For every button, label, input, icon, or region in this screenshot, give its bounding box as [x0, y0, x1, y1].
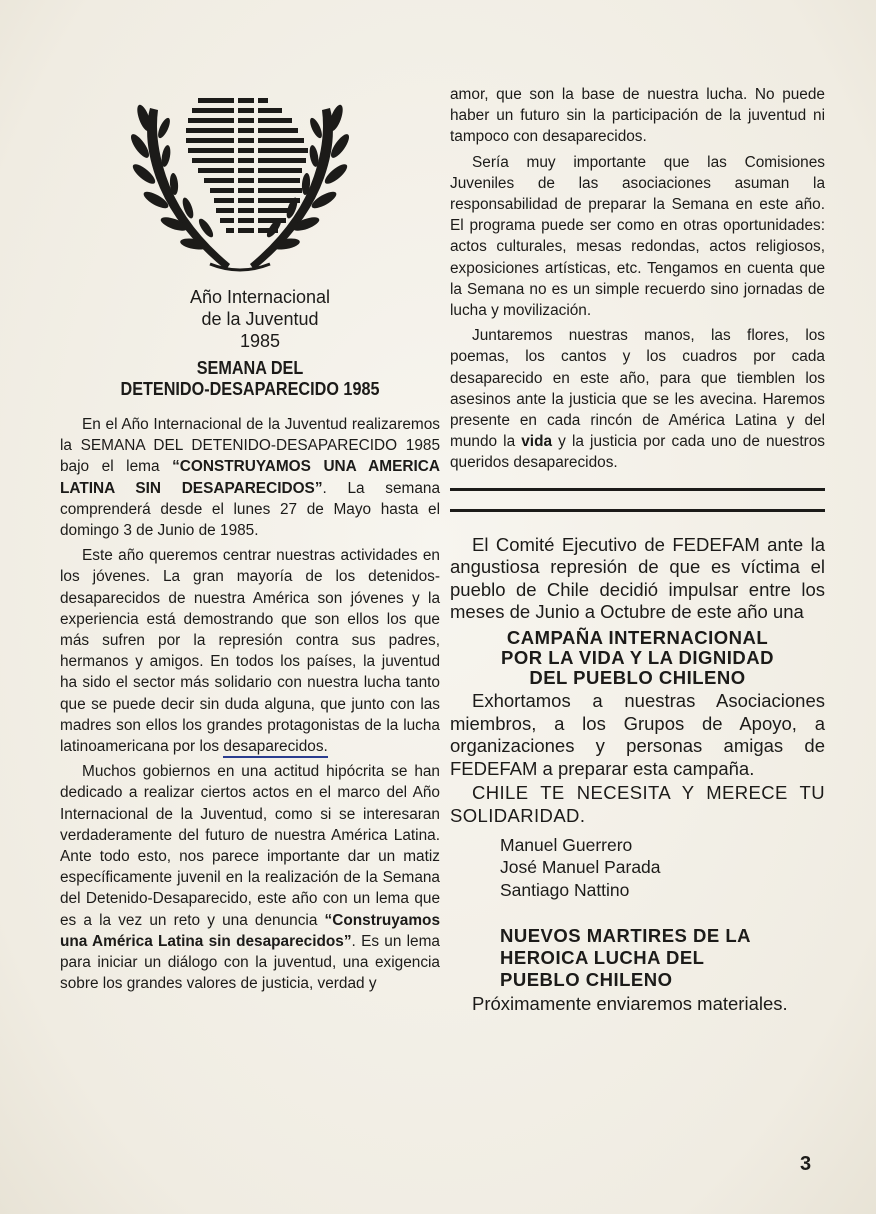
slogan-text: “Construyamos una América Latina sin desaparecidos”	[60, 911, 440, 950]
text-span: . La semana comprenderá desde el lunes 27 de Mayo hasta el domingo 3 de Junio de 1985.	[60, 479, 440, 540]
martyrs-heading	[500, 925, 825, 991]
year-title-line2: de la Juventud	[201, 309, 319, 329]
slogan-text: “CONSTRUYAMOS UNA AMERICA LATINA SIN DESAPARECIDOS”	[60, 458, 441, 497]
week-heading-line1: SEMANA DEL	[196, 358, 304, 378]
left-paragraph-1	[60, 414, 440, 541]
text-span: Muchos gobiernos en una actitud hipócrita se han dedicado a realizar ciertos actos en el marco del Año Internacional de la Juventud, como si se interesaran verdaderamente del futuro de nuestra América Latina. Ante todo esto, nos parece importante dar un matiz específicamente juvenil en la realización de la Semana del Detenido-Desaparecido, este año con un lema que es a la vez un reto y una denuncia	[60, 763, 440, 929]
materials-note: Próximamente enviaremos materiales.	[472, 993, 788, 1015]
martyrs-line3: PUEBLO CHILENO	[500, 969, 673, 991]
right-paragraph-3	[450, 325, 825, 473]
right-column	[450, 84, 825, 1016]
page-number: 3	[800, 1153, 812, 1175]
text-span: . Es un lema para iniciar un diálogo con la juventud, una exigencia sobre los grandes valores de justicia, verdad y	[60, 932, 440, 993]
divider	[450, 488, 825, 491]
text-span: Este año queremos centrar nuestras actividades en los jóvenes. La gran mayoría de los detenidos-desaparecidos de nuestra América son jóvenes y la experiencia está demostrando que son ellos los que más sufren por la represión contra sus padres, hermanos y amigos. En todos los países, la juventud ha sido el sector más solidario con nuestra lucha tanto que se puede decir sin duda alguna, que junto con las madres son ellos los grandes protagonistas de la lucha latinoamericana por los	[60, 547, 440, 756]
martyrs-line1: NUEVOS MARTIRES DE LA	[500, 925, 752, 947]
signatories	[450, 834, 825, 902]
left-paragraph-3	[60, 761, 440, 994]
signatory-1: Manuel Guerrero	[500, 834, 633, 855]
underlined-text: desaparecidos.	[223, 738, 327, 758]
right-paragraph-5: Exhortamos a nuestras Asociaciones miembros, a los Grupos de Apoyo, a organizaciones y personas amigas de FEDEFAM a preparar esta campaña.	[450, 690, 825, 779]
campaign-line1: CAMPAÑA INTERNACIONAL	[506, 627, 769, 649]
emphasis-text: vida	[521, 433, 553, 451]
signatory-2: José Manuel Parada	[500, 857, 661, 878]
left-paragraph-2	[60, 545, 440, 757]
text-span: Juntaremos nuestras manos, las flores, los poemas, los cantos y los cuadros por cada desaparecido en este año, para que tiemblen los asesinos ante la justicia que se les avecina. Haremos presente en cada rincón de América Latina y del mundo la	[450, 327, 825, 451]
right-paragraph-4: El Comité Ejecutivo de FEDEFAM ante la angustiosa represión de que es víctima el pueblo de Chile decidió impulsar entre los meses de Junio a Octubre de este año una	[450, 533, 825, 623]
text-span: y la justicia por cada uno de nuestros queridos desaparecidos.	[450, 433, 826, 472]
left-column	[60, 60, 440, 994]
right-paragraph-1: amor, que son la base de nuestra lucha. No puede haber un futuro sin la participación de la juventud ni tampoco con desaparecidos.	[450, 86, 825, 146]
year-title	[60, 286, 440, 352]
campaign-title	[450, 628, 825, 688]
week-heading-line2: DETENIDO-DESAPARECIDO 1985	[120, 379, 380, 399]
signatory-3: Santiago Nattino	[500, 879, 630, 900]
year-title-line3: 1985	[239, 331, 281, 351]
right-paragraph-2: Sería muy importante que las Comisiones Juveniles de las asociaciones asuman la responsabilidad de preparar la Semana en este año. El programa puede ser como en otras oportunidades: actos culturales, mesas redondas, actos religiosos, exposiciones artísticas, etc. Tengamos en cuenta que la Semana no es un simple recuerdo sino jornadas de lucha y movilización.	[450, 153, 825, 320]
year-title-line1: Año Internacional	[189, 287, 331, 307]
solidarity-call: CHILE TE NECESITA Y MERECE TU SOLIDARIDAD.	[450, 782, 825, 826]
week-heading	[79, 358, 421, 400]
campaign-line2: POR LA VIDA Y LA DIGNIDAD	[501, 647, 774, 669]
text-span: En el Año Internacional de la Juventud realizaremos la SEMANA DEL DETENIDO-DESAPARECIDO 1985 bajo el lema	[60, 416, 440, 476]
campaign-line3: DEL PUEBLO CHILENO	[529, 667, 746, 689]
martyrs-line2: HEROICA LUCHA DEL	[500, 947, 705, 969]
divider	[450, 509, 825, 512]
international-youth-year-emblem-icon	[130, 68, 350, 278]
